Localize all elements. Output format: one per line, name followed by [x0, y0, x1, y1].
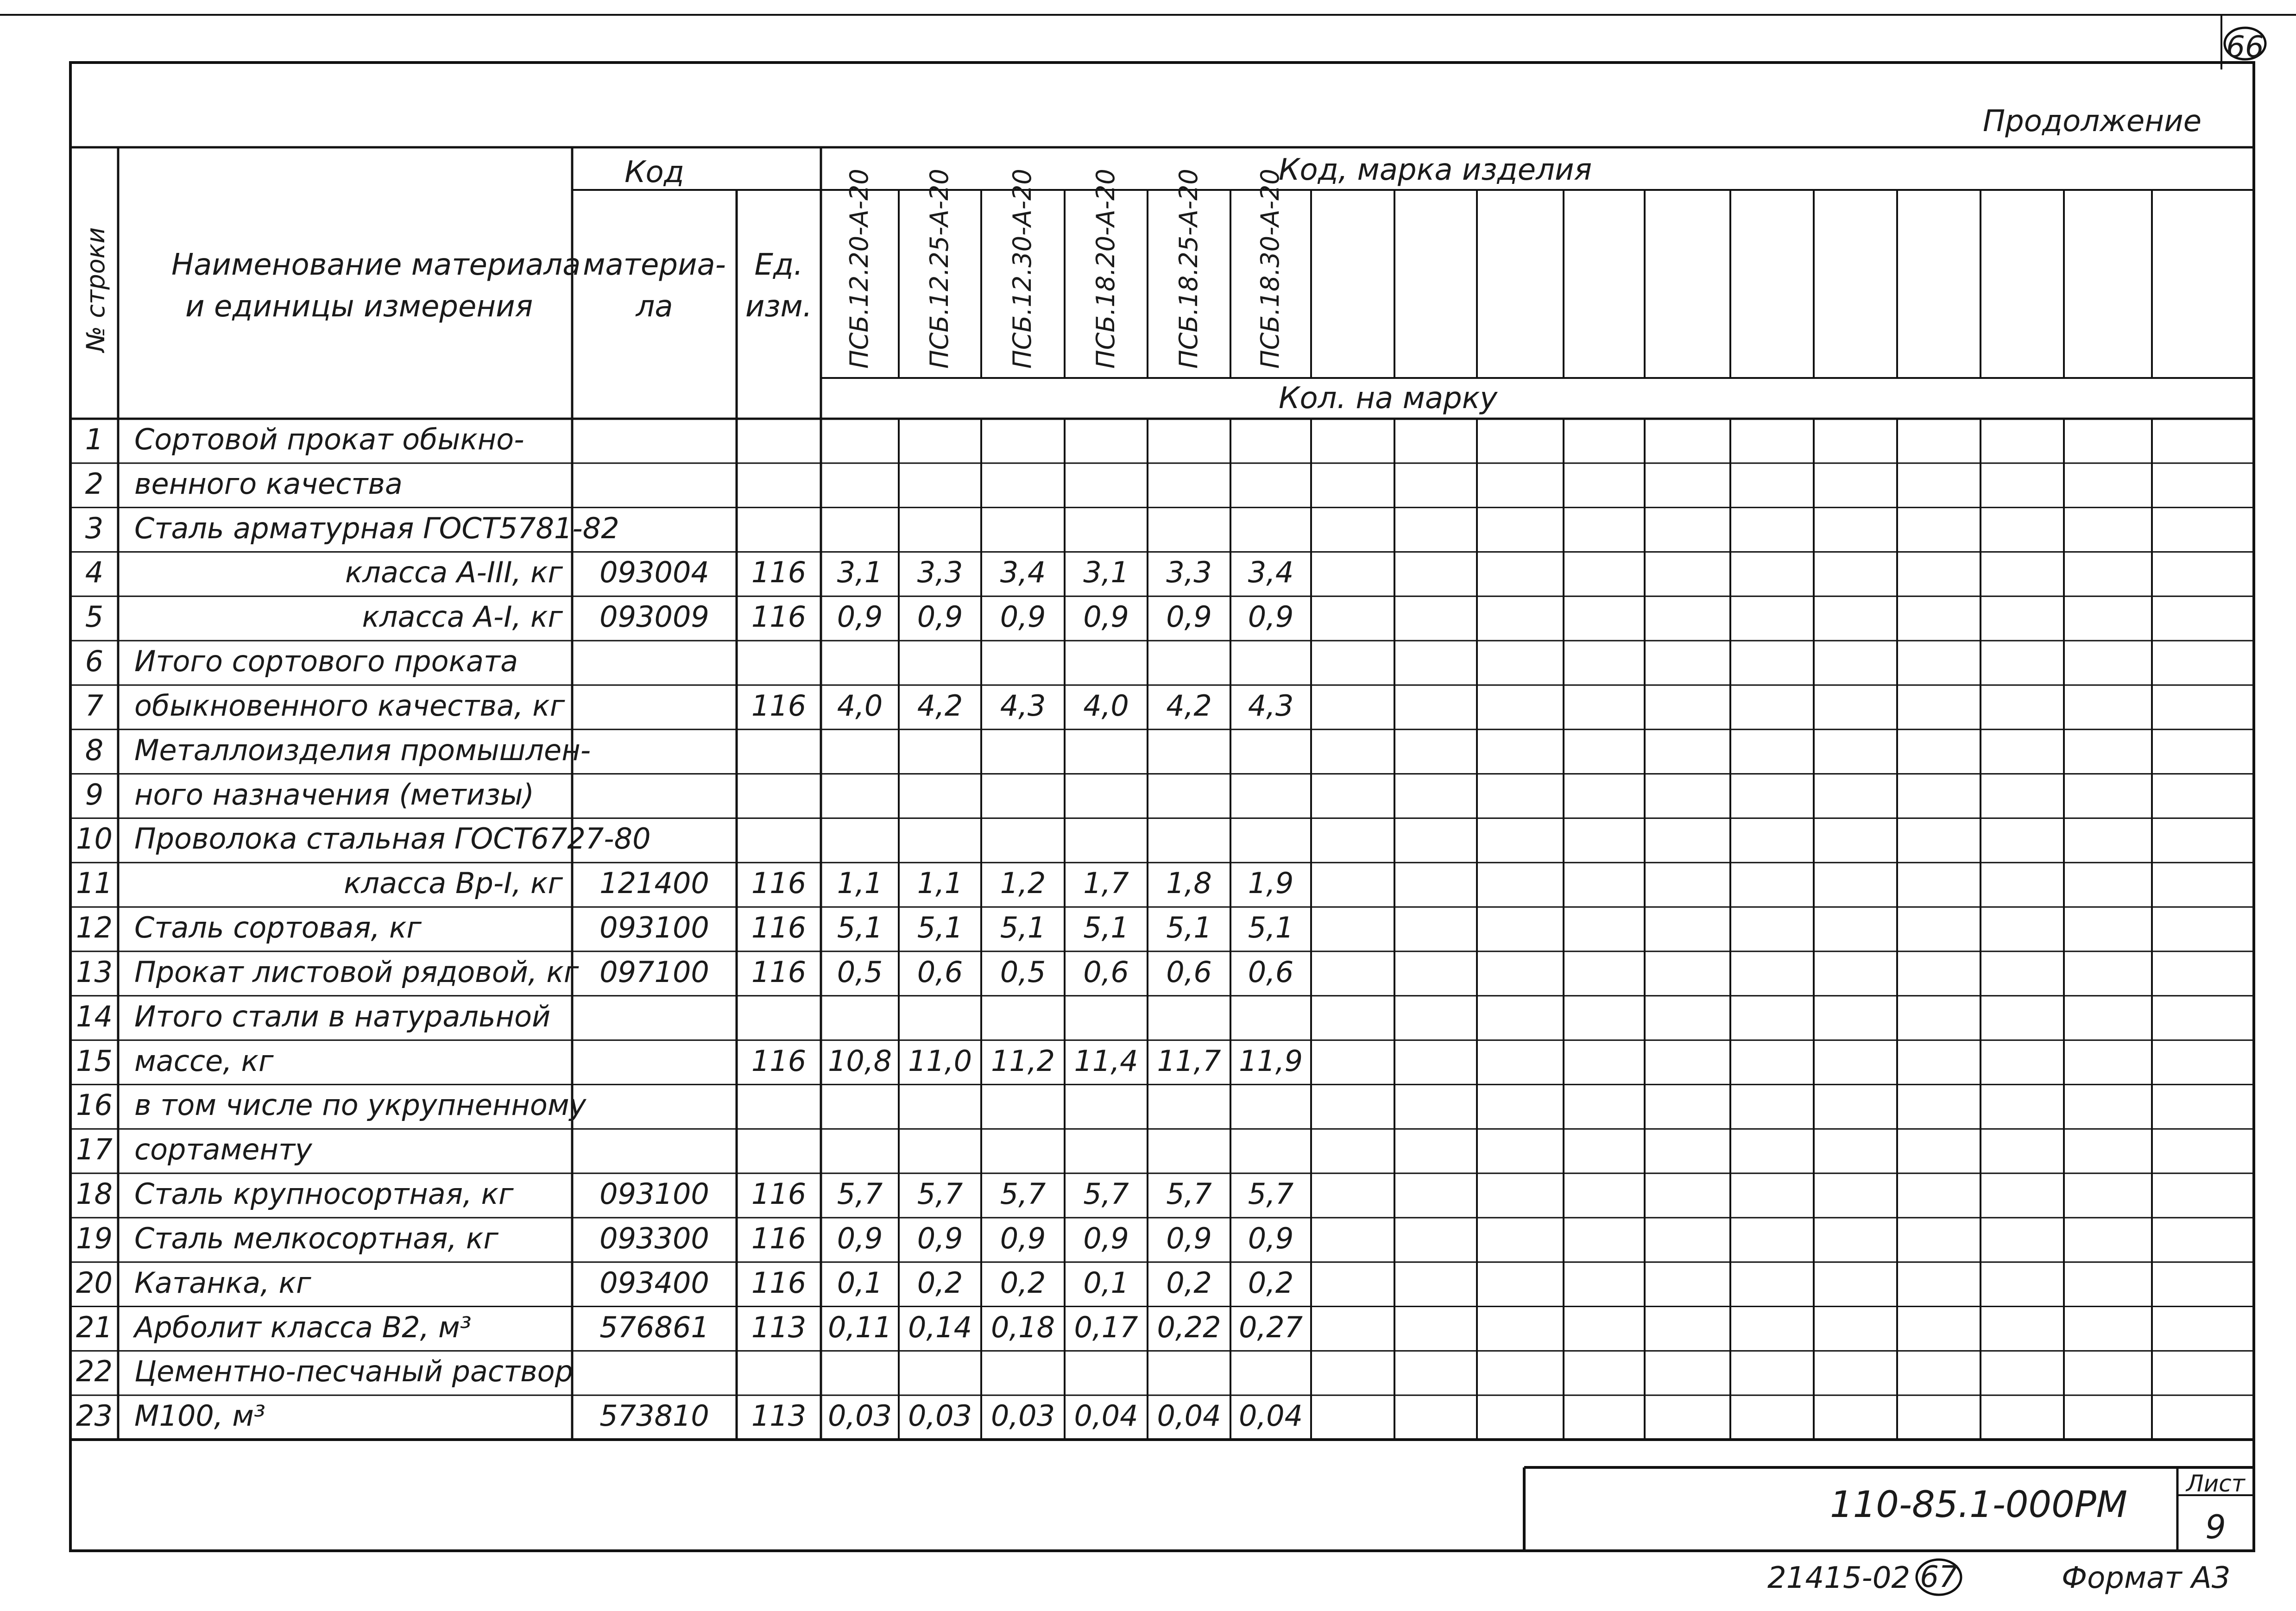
unit-code: 113 [751, 1399, 807, 1433]
unit-code: 113 [751, 1310, 807, 1344]
code-header: Код [624, 155, 684, 189]
quantity-cell: 0,03 [827, 1399, 892, 1433]
quantity-cell: 4,3 [1248, 688, 1294, 723]
quantity-cell: 5,1 [1000, 911, 1046, 945]
row-number: 12 [76, 911, 113, 945]
quantity-cell: 0,5 [837, 955, 883, 989]
unit-code: 116 [751, 866, 807, 900]
code-material-header-l2: ла [636, 289, 673, 324]
unit-code: 116 [751, 688, 807, 723]
quantity-cell: 0,1 [837, 1265, 883, 1300]
quantity-cell: 0,9 [837, 1221, 883, 1255]
quantity-cell: 0,14 [908, 1310, 972, 1344]
row-number: 7 [85, 688, 104, 723]
sheet-number: 9 [2205, 1508, 2226, 1546]
copy-number: 67 [1920, 1560, 1958, 1594]
quantity-cell: 5,1 [837, 911, 883, 945]
qty-per-brand-header: Кол. на марку [1279, 381, 1498, 415]
unit-code: 116 [751, 555, 807, 590]
material-name: Металлоизделия промышлен- [134, 733, 591, 767]
name-header-line1: Наименование материала [171, 248, 581, 282]
brand-group-header: Код, марка изделия [1279, 153, 1592, 187]
material-name: Арболит класса В2, м³ [134, 1310, 472, 1344]
material-name: Сталь мелкосортная, кг [134, 1221, 498, 1255]
quantity-cell: 3,4 [1248, 555, 1294, 590]
row-number: 22 [76, 1354, 113, 1389]
drawing-designation: 110-85.1-000РМ [1830, 1484, 2128, 1526]
quantity-cell: 11,2 [990, 1044, 1055, 1078]
quantity-cell: 5,1 [1083, 911, 1129, 945]
quantity-cell: 0,17 [1074, 1310, 1138, 1344]
quantity-cell: 0,27 [1238, 1310, 1303, 1344]
row-number: 5 [85, 600, 104, 634]
brand-header: ПСБ.12.25-А-20 [925, 169, 954, 369]
row-number: 11 [76, 866, 113, 900]
code-material-header-l1: материа- [583, 248, 726, 282]
material-name: М100, м³ [134, 1399, 265, 1433]
material-name: венного качества [134, 466, 403, 501]
row-number: 15 [76, 1044, 113, 1078]
continuation-label: Продолжение [1983, 104, 2202, 138]
row-number: 14 [76, 999, 113, 1033]
quantity-cell: 0,04 [1157, 1399, 1221, 1433]
row-number: 19 [76, 1221, 113, 1255]
quantity-cell: 1,8 [1166, 866, 1212, 900]
unit-code: 116 [751, 1265, 807, 1300]
quantity-cell: 0,6 [1248, 955, 1294, 989]
quantity-cell: 0,9 [1000, 1221, 1046, 1255]
material-name: Проволока стальная ГОСТ6727-80 [134, 822, 651, 856]
quantity-cell: 11,4 [1074, 1044, 1138, 1078]
material-name: Итого сортового проката [134, 644, 518, 679]
material-code: 093100 [599, 911, 709, 945]
row-number: 10 [76, 822, 113, 856]
material-code: 093004 [599, 555, 709, 590]
material-code: 097100 [599, 955, 709, 989]
brand-header: ПСБ.12.20-А-20 [845, 169, 874, 369]
material-code: 576861 [599, 1310, 709, 1344]
quantity-cell: 0,22 [1157, 1310, 1221, 1344]
page-number: 66 [2226, 30, 2264, 64]
row-number: 23 [76, 1399, 113, 1433]
quantity-cell: 11,0 [908, 1044, 972, 1078]
quantity-cell: 4,0 [837, 688, 883, 723]
quantity-cell: 5,1 [1248, 911, 1294, 945]
material-name: сортаменту [134, 1133, 312, 1167]
quantity-cell: 1,2 [1000, 866, 1046, 900]
quantity-cell: 3,3 [1166, 555, 1212, 590]
quantity-cell: 0,03 [908, 1399, 972, 1433]
quantity-cell: 1,7 [1083, 866, 1129, 900]
unit-header-l1: Ед. [754, 248, 803, 282]
quantity-cell: 0,2 [1248, 1265, 1294, 1300]
quantity-cell: 0,9 [1248, 600, 1294, 634]
quantity-cell: 0,9 [837, 600, 883, 634]
quantity-cell: 0,6 [917, 955, 963, 989]
quantity-cell: 5,7 [837, 1177, 883, 1211]
material-name: Прокат листовой рядовой, кг [134, 955, 579, 989]
brand-header: ПСБ.18.25-А-20 [1173, 169, 1203, 369]
name-header-line2: и единицы измерения [185, 289, 533, 324]
quantity-cell: 0,9 [1000, 600, 1046, 634]
quantity-cell: 1,9 [1248, 866, 1294, 900]
material-code: 121400 [599, 866, 709, 900]
material-name: Сталь крупносортная, кг [134, 1177, 514, 1211]
quantity-cell: 4,0 [1083, 688, 1129, 723]
row-number: 17 [76, 1133, 113, 1167]
quantity-cell: 5,7 [1083, 1177, 1129, 1211]
inventory-number: 21415-02 [1767, 1561, 1911, 1595]
material-name: ного назначения (метизы) [134, 777, 534, 812]
unit-code: 116 [751, 600, 807, 634]
unit-code: 116 [751, 955, 807, 989]
quantity-cell: 0,9 [1248, 1221, 1294, 1255]
quantity-cell: 3,1 [837, 555, 883, 590]
row-number: 20 [76, 1265, 113, 1300]
row-number: 1 [85, 422, 104, 456]
quantity-cell: 0,9 [1166, 600, 1212, 634]
material-name: массе, кг [134, 1044, 274, 1078]
material-code: 573810 [599, 1399, 709, 1433]
material-name: Сталь арматурная ГОСТ5781-82 [134, 511, 619, 545]
quantity-cell: 0,1 [1083, 1265, 1129, 1300]
quantity-cell: 0,04 [1074, 1399, 1138, 1433]
unit-header-l2: изм. [745, 289, 813, 324]
material-name: класса Вр-I, кг [344, 866, 563, 900]
quantity-cell: 5,7 [1000, 1177, 1046, 1211]
quantity-cell: 0,2 [1000, 1265, 1046, 1300]
quantity-cell: 0,18 [990, 1310, 1055, 1344]
material-name: класса А-III, кг [345, 555, 563, 590]
quantity-cell: 3,3 [917, 555, 963, 590]
row-number: 18 [76, 1177, 113, 1211]
quantity-cell: 11,9 [1238, 1044, 1303, 1078]
unit-code: 116 [751, 1221, 807, 1255]
material-name: Цементно-песчаный раствор [134, 1354, 573, 1389]
quantity-cell: 3,1 [1083, 555, 1129, 590]
material-name: в том числе по укрупненному [134, 1088, 587, 1122]
material-name: Сталь сортовая, кг [134, 911, 422, 945]
row-number: 4 [85, 555, 104, 590]
quantity-cell: 3,4 [1000, 555, 1046, 590]
format-label: Формат А3 [2062, 1561, 2231, 1595]
quantity-cell: 0,11 [827, 1310, 892, 1344]
brand-header: ПСБ.18.30-А-20 [1255, 169, 1285, 369]
quantity-cell: 11,7 [1157, 1044, 1221, 1078]
quantity-cell: 4,2 [1166, 688, 1212, 723]
row-number: 3 [85, 511, 104, 545]
quantity-cell: 5,1 [917, 911, 963, 945]
quantity-cell: 0,04 [1238, 1399, 1303, 1433]
unit-code: 116 [751, 1177, 807, 1211]
quantity-cell: 0,03 [990, 1399, 1055, 1433]
brand-header: ПСБ.12.30-А-20 [1008, 169, 1037, 369]
row-number-header: № строки [81, 227, 110, 352]
row-number: 8 [85, 733, 104, 767]
quantity-cell: 0,5 [1000, 955, 1046, 989]
row-number: 13 [76, 955, 113, 989]
material-name: Итого стали в натуральной [134, 999, 551, 1033]
quantity-cell: 1,1 [917, 866, 963, 900]
row-number: 9 [85, 777, 104, 812]
quantity-cell: 5,7 [1248, 1177, 1294, 1211]
unit-code: 116 [751, 1044, 807, 1078]
material-code: 093100 [599, 1177, 709, 1211]
quantity-cell: 0,6 [1083, 955, 1129, 989]
quantity-cell: 10,8 [827, 1044, 892, 1078]
quantity-cell: 0,6 [1166, 955, 1212, 989]
row-number: 6 [85, 644, 104, 679]
quantity-cell: 4,3 [1000, 688, 1046, 723]
material-code: 093400 [599, 1265, 709, 1300]
material-name: класса А-I, кг [362, 600, 563, 634]
quantity-cell: 5,7 [1166, 1177, 1212, 1211]
quantity-cell: 1,1 [837, 866, 883, 900]
quantity-cell: 0,9 [1166, 1221, 1212, 1255]
quantity-cell: 0,9 [917, 1221, 963, 1255]
quantity-cell: 0,9 [1083, 600, 1129, 634]
material-code: 093009 [599, 600, 709, 634]
material-name: Катанка, кг [134, 1265, 311, 1300]
quantity-cell: 0,2 [1166, 1265, 1212, 1300]
brand-header: ПСБ.18.20-А-20 [1091, 169, 1120, 369]
material-name: Сортовой прокат обыкно- [134, 422, 524, 456]
sheet-label: Лист [2186, 1470, 2245, 1497]
row-number: 2 [85, 466, 104, 501]
quantity-cell: 0,9 [1083, 1221, 1129, 1255]
unit-code: 116 [751, 911, 807, 945]
quantity-cell: 5,7 [917, 1177, 963, 1211]
quantity-cell: 5,1 [1166, 911, 1212, 945]
row-number: 16 [76, 1088, 113, 1122]
quantity-cell: 0,2 [917, 1265, 963, 1300]
row-number: 21 [76, 1310, 113, 1344]
quantity-cell: 4,2 [917, 688, 963, 723]
material-name: обыкновенного качества, кг [134, 688, 565, 723]
quantity-cell: 0,9 [917, 600, 963, 634]
material-code: 093300 [599, 1221, 709, 1255]
